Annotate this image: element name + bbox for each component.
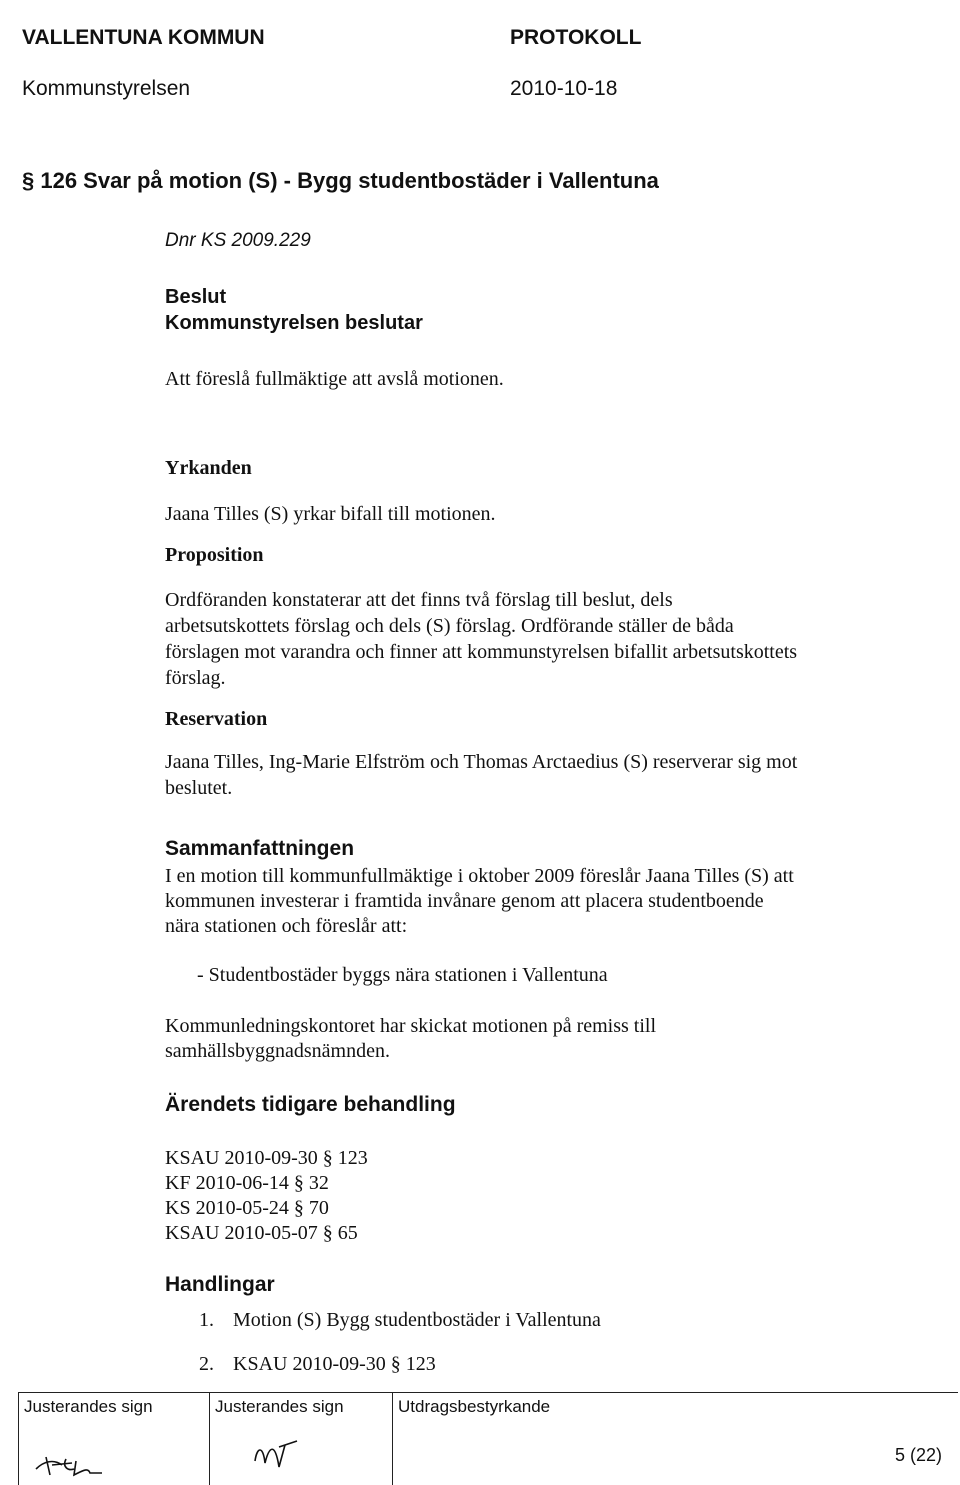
handling-number: 1. [199,1309,214,1331]
org-name: VALLENTUNA KOMMUN [22,26,265,49]
proposition-line: Ordföranden konstaterar att det finns två förslag till beslut, dels [165,589,673,611]
beslut-heading: Beslut [165,286,227,308]
sammanfattning-bullet: - Studentbostäder byggs nära stationen i Vallentuna [197,964,608,986]
proposition-line: förslagen mot varandra och finner att kommunstyrelsen bifallit arbetsutskottets [165,641,798,663]
signature-footer [18,1392,958,1485]
yrkanden-text: Jaana Tilles (S) yrkar bifall till motionen. [165,503,496,525]
tidigare-heading: Ärendets tidigare behandling [165,1093,456,1116]
proposition-line: arbetsutskottets förslag och dels (S) förslag. Ordförande ställer de båda [165,615,734,637]
beslut-subheading: Kommunstyrelsen beslutar [165,312,423,334]
handling-item: KSAU 2010-09-30 § 123 [233,1353,436,1375]
sammanfattning-after-line: Kommunledningskontoret har skickat motionen på remiss till [165,1015,657,1037]
reservation-line: beslutet. [165,777,233,799]
meeting-date: 2010-10-18 [510,77,618,100]
signature-mark-1 [32,1453,122,1479]
sign-cell-2 [209,1393,392,1485]
tidigare-item: KF 2010-06-14 § 32 [165,1172,329,1194]
sammanfattning-line: kommunen investerar i framtida invånare genom att placera studentboende [165,890,764,912]
extract-label: Utdragsbestyrkande [398,1397,551,1416]
handling-number: 2. [199,1353,214,1375]
sign-label-2: Justerandes sign [215,1397,344,1416]
page-number: 5 (22) [895,1445,943,1465]
proposition-heading: Proposition [165,544,264,566]
extract-cell [392,1393,958,1485]
sammanfattning-line: nära stationen och föreslår att: [165,915,408,937]
body-name: Kommunstyrelsen [22,77,191,100]
sammanfattning-heading: Sammanfattningen [165,837,355,860]
signature-mark-2 [249,1437,309,1473]
sammanfattning-after-line: samhällsbyggnadsnämnden. [165,1040,390,1062]
handling-item: Motion (S) Bygg studentbostäder i Vallentuna [233,1309,601,1331]
sign-label-1: Justerandes sign [24,1397,153,1416]
reservation-heading: Reservation [165,708,268,730]
reservation-line: Jaana Tilles, Ing-Marie Elfström och Thomas Arctaedius (S) reserverar sig mot [165,751,798,773]
sign-cell-1 [18,1393,209,1485]
handlingar-heading: Handlingar [165,1273,275,1296]
dnr: Dnr KS 2009.229 [165,230,311,251]
yrkanden-heading: Yrkanden [165,457,252,479]
sammanfattning-line: I en motion till kommunfullmäktige i oktober 2009 föreslår Jaana Tilles (S) att [165,865,794,887]
doc-type: PROTOKOLL [510,26,642,49]
section-title: § 126 Svar på motion (S) - Bygg studentbostäder i Vallentuna [22,168,659,193]
beslut-text: Att föreslå fullmäktige att avslå motionen. [165,368,504,390]
tidigare-item: KS 2010-05-24 § 70 [165,1197,329,1219]
tidigare-item: KSAU 2010-09-30 § 123 [165,1147,368,1169]
proposition-line: förslag. [165,667,226,689]
tidigare-item: KSAU 2010-05-07 § 65 [165,1222,358,1244]
